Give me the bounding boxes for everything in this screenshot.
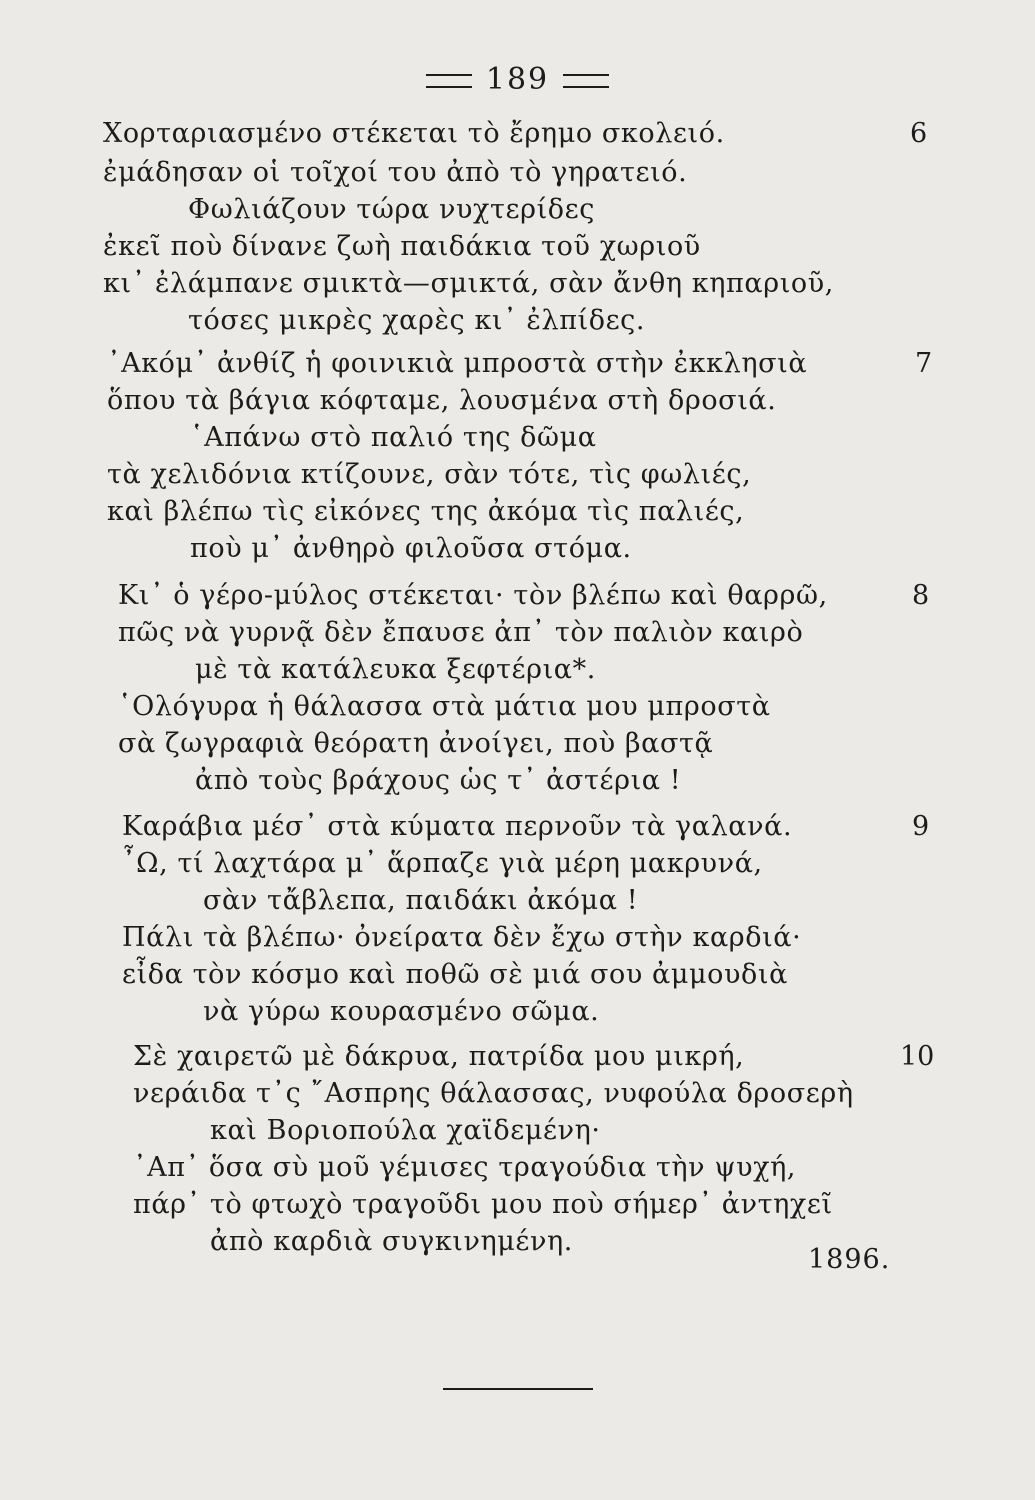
- poem-line: ἀπὸ καρδιὰ συγκινημένη.: [210, 1226, 573, 1257]
- poem-line: εἶδα τὸν κόσμο καὶ ποθῶ σὲ μιά σου ἀμμουδιὰ: [122, 959, 788, 990]
- stanza-number: 10: [900, 1041, 935, 1072]
- poem-line: πῶς νὰ γυρνᾷ δὲν ἔπαυσε ἀπ᾽ τὸν παλιὸν καιρὸ: [118, 617, 804, 648]
- end-rule: [443, 1388, 593, 1390]
- poem-line: νὰ γύρω κουρασμένο σῶμα.: [203, 996, 600, 1027]
- stanza-number: 8: [912, 580, 930, 611]
- poem-line: ᾽Ακόμ᾽ ἀνθίζ ἡ φοινικιὰ μπροστὰ στὴν ἐκκλησιὰ: [107, 348, 808, 379]
- stanza-number: 9: [912, 811, 930, 842]
- poem-line: καὶ βλέπω τὶς εἰκόνες της ἀκόμα τὶς παλιές,: [107, 496, 745, 527]
- poem-line: ῾Απάνω στὸ παλιό της δῶμα: [190, 422, 597, 453]
- poem-line: Κι᾽ ὁ γέρο-μύλος στέκεται· τὸν βλέπω καὶ θαρρῶ,: [118, 580, 828, 611]
- poem-line: Φωλιάζουν τώρα νυχτερίδες: [188, 194, 595, 225]
- poem-line: Χορταριασμένο στέκεται τὸ ἔρημο σκολειό.: [103, 118, 725, 149]
- stanza-number: 7: [915, 348, 933, 379]
- header-rule-left: [426, 74, 472, 88]
- poem-line: πάρ᾽ τὸ φτωχὸ τραγοῦδι μου ποὺ σήμερ᾽ ἀντηχεῖ: [133, 1189, 833, 1220]
- poem-line: ποὺ μ᾽ ἀνθηρὸ φιλοῦσα στόμα.: [190, 533, 632, 564]
- poem-line: ὅπου τὰ βάγια κόφταμε, λουσμένα στὴ δροσιά.: [107, 385, 777, 416]
- poem-line: Πάλι τὰ βλέπω· ὀνείρατα δὲν ἔχω στὴν καρδιά·: [122, 922, 802, 953]
- poem-line: Σὲ χαιρετῶ μὲ δάκρυα, πατρίδα μου μικρή,: [133, 1041, 745, 1072]
- header-rule-right: [563, 74, 609, 88]
- poem-line: τὰ χελιδόνια κτίζουνε, σὰν τότε, τὶς φωλιές,: [107, 459, 752, 490]
- page-number: 189: [485, 62, 550, 97]
- poem-date: 1896.: [808, 1244, 891, 1275]
- poem-line: ῏Ω, τί λαχτάρα μ᾽ ἅρπαζε γιὰ μέρη μακρυνά,: [122, 848, 763, 879]
- poem-line: καὶ Βοριοπούλα χαϊδεμένη·: [210, 1115, 601, 1146]
- poem-line: ἐμάδησαν οἱ τοῖχοί του ἀπὸ τὸ γηρατειό.: [103, 157, 688, 188]
- page-header: [0, 62, 1035, 97]
- poem-line: ᾽Απ᾽ ὅσα σὺ μοῦ γέμισες τραγούδια τὴν ψυχή,: [133, 1152, 797, 1183]
- poem-line: τόσες μικρὲς χαρὲς κι᾽ ἐλπίδες.: [188, 305, 646, 336]
- poem-line: ἐκεῖ ποὺ δίνανε ζωὴ παιδάκια τοῦ χωριοῦ: [103, 231, 701, 262]
- poem-line: ῾Ολόγυρα ἡ θάλασσα στὰ μάτια μου μπροστὰ: [118, 691, 771, 722]
- poem-line: σὰν τἄβλεπα, παιδάκι ἀκόμα !: [203, 885, 639, 916]
- stanza-number: 6: [910, 118, 928, 149]
- poem-line: μὲ τὰ κατάλευκα ξεφτέρια*.: [195, 654, 596, 685]
- poem-line: ἀπὸ τοὺς βράχους ὡς τ᾽ ἀστέρια !: [195, 765, 682, 796]
- poem-line: Καράβια μέσ᾽ στὰ κύματα περνοῦν τὰ γαλανά.: [122, 811, 793, 842]
- poem-line: σὰ ζωγραφιὰ θεόρατη ἀνοίγει, ποὺ βαστᾷ: [118, 728, 714, 759]
- poem-line: κι᾽ ἐλάμπανε σμικτὰ—σμικτά, σὰν ἄνθη κηπαριοῦ,: [103, 268, 834, 299]
- poem-line: νεράιδα τ᾽ς ῎Ασπρης θάλασσας, νυφούλα δροσερὴ: [133, 1078, 854, 1109]
